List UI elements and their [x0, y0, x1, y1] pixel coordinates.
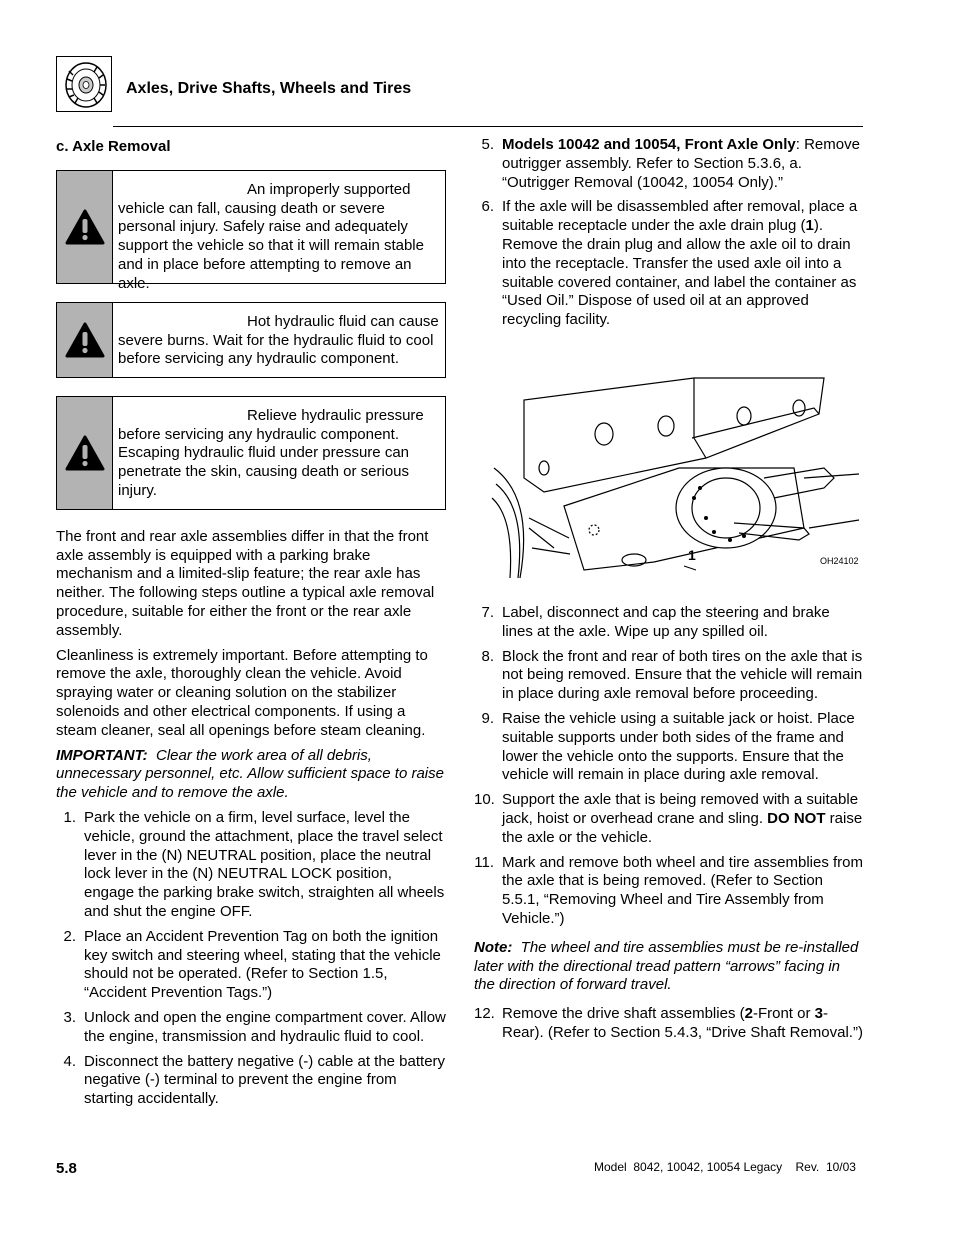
warning-side-panel [57, 303, 113, 377]
figure-reference: OH24102 [820, 555, 859, 566]
warning-side-panel [57, 397, 113, 509]
footer-model-revision: Model 8042, 10042, 10054 Legacy Rev. 10/03 [594, 1160, 856, 1174]
warning-icon [65, 322, 105, 358]
warning-text-3: Relieve hydraulic pressure before servicing any hydraulic component. Escaping hydraulic fluid under pressure can penetrate the skin, causing death or serious injury. [118, 406, 424, 499]
warning-side-panel [57, 171, 113, 283]
note-text: The wheel and tire assemblies must be re-installed later with the directional tread pattern “arrows” facing in the direction of forward travel. [474, 938, 859, 994]
list-item: 4. Disconnect the battery negative (-) cable at the battery negative (-) terminal to prevent the engine from starting accidentally. [63, 1052, 446, 1108]
steps-list-right-bottom [474, 604, 864, 929]
warning-text-2: Hot hydraulic fluid can cause severe burns. Wait for the hydraulic fluid to cool before servicing any hydraulic component. [118, 312, 439, 368]
list-item: 9. Raise the vehicle using a suitable jack or hoist. Place suitable supports under both sides of the frame and lower the vehicle onto the supports. Ensure that the vehicle will remain in place during axle removal. [481, 709, 855, 784]
page-number: 5.8 [56, 1160, 77, 1177]
paragraph-cleanliness: Cleanliness is extremely important. Before attempting to remove the axle, thoroughly clean the vehicle. Avoid spraying water or cleaning solution on the stabilizer solenoids and other electrical components. If using a steam cleaner, seal all openings before steam cleaning. [56, 646, 428, 739]
steps-list-right-final [474, 1005, 864, 1043]
list-item: 11. Mark and remove both wheel and tire assemblies from the axle that is being removed. (Refer to Section 5.5.1, “Removing Wheel and Tire Assembly from Vehicle.”) [474, 853, 863, 927]
list-item: 7. Label, disconnect and cap the steering and brake lines at the axle. Wipe up any spilled oil. [481, 603, 830, 640]
list-item: 6. If the axle will be disassembled after removal, place a suitable receptacle under the axle drain plug (1). Remove the drain plug and allow the axle oil to drain into the receptacle. Transfer the used axle oil into a suitable covered container, and label the container as “Used Oil.” Dispose of used oil at an approved recycling facility. [481, 198, 858, 329]
warning-icon [65, 209, 105, 245]
callout-1: 1 [688, 546, 696, 563]
warning-text-1: An improperly supported vehicle can fall, causing death or severe personal injury. Safely raise and adequately support the vehicle so that it will remain stable and in place before attempting to remove an axle. [118, 180, 424, 292]
list-item: 3. Unlock and open the engine compartment cover. Allow the engine, transmission and hydraulic fluid to cool. [63, 1008, 446, 1045]
list-item: 2. Place an Accident Prevention Tag on both the ignition key switch and steering wheel, stating that the vehicle should not be operated. (Refer to Section 1.5, “Accident Prevention Tags.”) [63, 927, 441, 1002]
list-item: 10. Support the axle that is being removed with a suitable jack, hoist or overhead crane and sling. DO NOT raise the axle or the vehicle. [474, 791, 863, 846]
axle-drain-plug-figure [474, 348, 862, 588]
right-column [474, 136, 864, 1049]
axle-illustration [474, 348, 862, 588]
section-title: c. Axle Removal [56, 138, 171, 155]
warning-box-1 [56, 170, 446, 292]
steps-list-left [56, 809, 446, 1109]
list-item: 12. Remove the drive shaft assemblies (2-Front or 3-Rear). (Refer to Section 5.4.3, “Drive Shaft Removal.”) [474, 1005, 863, 1041]
header-title: Axles, Drive Shafts, Wheels and Tires [126, 80, 412, 97]
header-divider [113, 126, 863, 127]
note-label: Note: [474, 938, 513, 956]
important-text: Clear the work area of all debris, unnecessary personnel, etc. Allow sufficient space to raise the vehicle and to remove the axle. [56, 746, 444, 802]
list-item: 1. Park the vehicle on a firm, level surface, level the vehicle, ground the attachment, place the travel select lever in the (N) NEUTRAL position, place the neutral lock lever in the (N) NEUTRAL LOCK position, engage the parking brake switch, straighten all wheels and shut the engine OFF. [63, 808, 445, 920]
important-note [56, 747, 446, 803]
steps-list-right-top [474, 136, 864, 330]
list-item: 5. Models 10042 and 10054, Front Axle Only: Remove outrigger assembly. Refer to Section 5.3.6, a. “Outrigger Removal (10042, 10054 Only).” [481, 136, 860, 191]
warning-icon [65, 435, 105, 471]
list-item: 8. Block the front and rear of both tires on the axle that is not being removed. Ensure that the vehicle will remain in place during axle removal before proceeding. [481, 647, 863, 703]
paragraph-axle-differences: The front and rear axle assemblies differ in that the front axle assembly is equipped with a parking brake mechanism and a limited-slip feature; the rear axle has neither. The following steps outline a typical axle removal procedure, suitable for either the front or the rear axle assembly. [56, 527, 435, 639]
tire-icon [56, 56, 112, 112]
left-column [56, 138, 446, 1115]
warning-box-3 [56, 396, 446, 510]
warning-box-2 [56, 302, 446, 378]
note [474, 939, 864, 995]
important-label: IMPORTANT: [56, 746, 148, 764]
